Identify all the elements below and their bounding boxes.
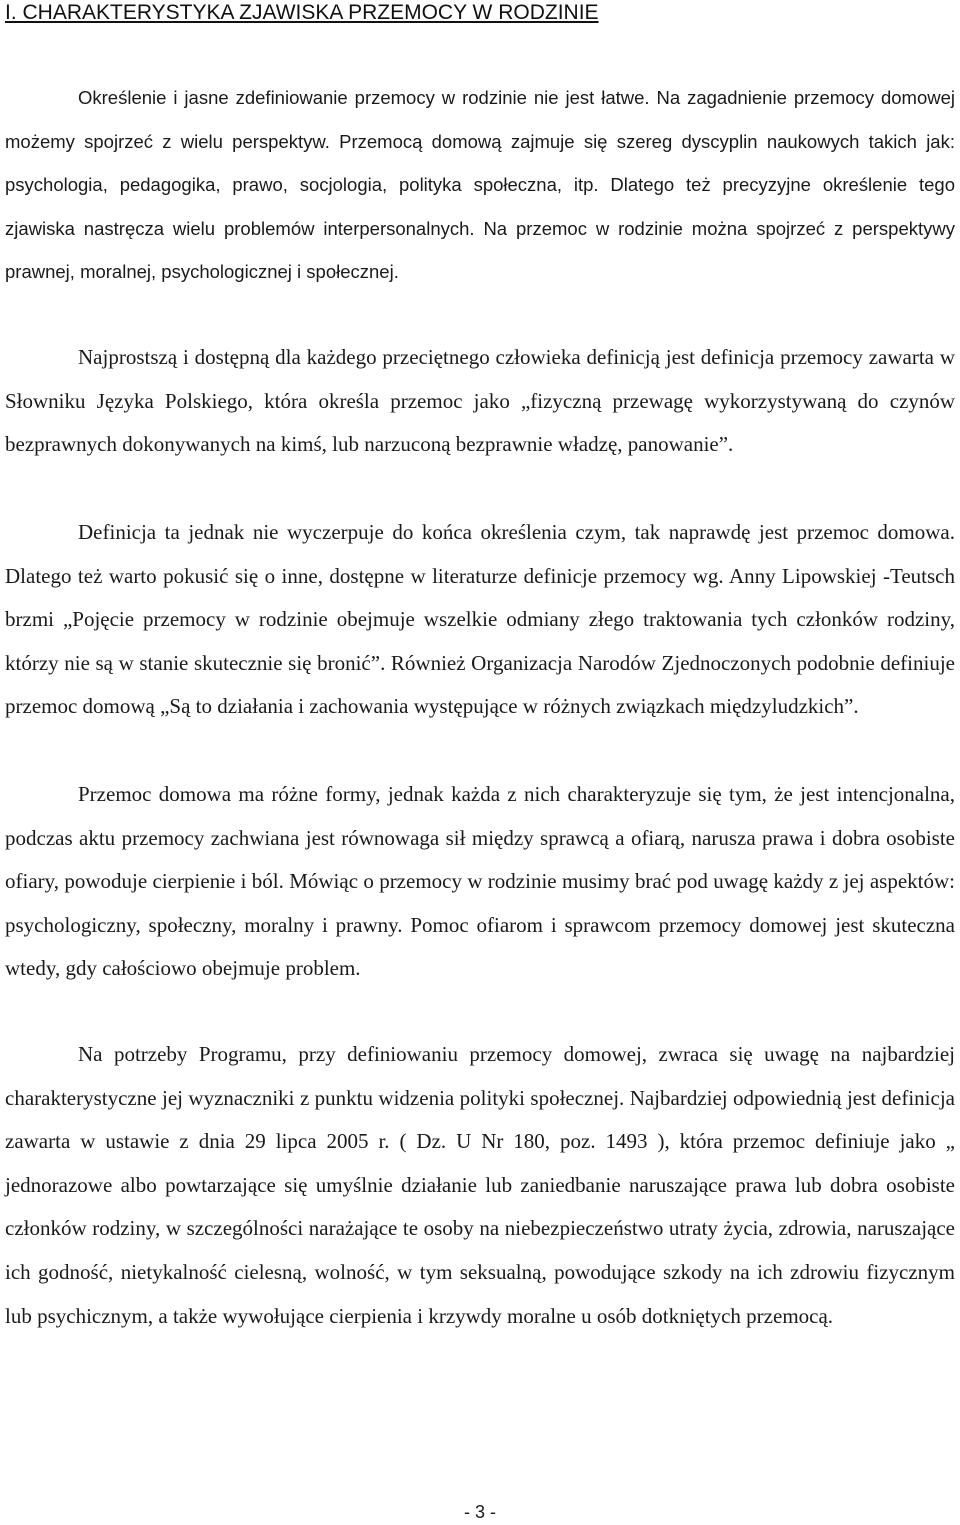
- section-heading: I. CHARAKTERYSTYKA ZJAWISKA PRZEMOCY W RODZINIE: [5, 1, 599, 24]
- paragraph-forms-of-violence: Przemoc domowa ma różne formy, jednak każda z nich charakteryzuje się tym, że jest intencjonalna, podczas aktu przemocy zachwiana jest równowaga sił między sprawcą a ofiarą, narusza prawa i dobra osobiste ofiary, powoduje cierpienie i ból. Mówiąc o przemocy w rodzinie musimy brać pod uwagę każdy z jej aspektów: psychologiczny, społeczny, moralny i prawny. Pomoc ofiarom i sprawcom przemocy domowej jest skuteczna wtedy, gdy całościowo obejmuje problem.: [5, 782, 955, 981]
- paragraph-statutory-definition: Na potrzeby Programu, przy definiowaniu przemocy domowej, zwraca się uwagę na najbardziej charakterystyczne jej wyznaczniki z punktu widzenia polityki społecznej. Najbardziej odpowiednią jest definicja zawarta w ustawie z dnia 29 lipca 2005 r. ( Dz. U Nr 180, poz. 1493 ), która przemoc definiuje jako „ jednorazowe albo powtarzające się umyślnie działanie lub zaniedbanie naruszające prawa lub dobra osobiste członków rodziny, w szczególności narażające te osoby na niebezpieczeństwo utraty życia, zdrowia, naruszające ich godność, nietykalność cielesną, wolność, w tym seksualną, powodujące szkody na ich zdrowiu fizycznym lub psychicznym, a także wywołujące cierpienia i krzywdy moralne u osób dotkniętych przemocą.: [5, 1042, 955, 1328]
- paragraph-other-definitions: Definicja ta jednak nie wyczerpuje do końca określenia czym, tak naprawdę jest przemoc domowa. Dlatego też warto pokusić się o inne, dostępne w literaturze definicje przemocy wg. Anny Lipowskiej -Teutsch brzmi „Pojęcie przemocy w rodzinie obejmuje wszelkie odmiany złego traktowania tych członków rodziny, którzy nie są w stanie skutecznie się bronić”. Również Organizacja Narodów Zjednoczonych podobnie definiuje przemoc domową „Są to działania i zachowania występujące w różnych związkach międzyludzkich”.: [5, 520, 955, 719]
- paragraph-definition-difficulty: Określenie i jasne zdefiniowanie przemocy w rodzinie nie jest łatwe. Na zagadnienie przemocy domowej możemy spojrzeć z wielu perspektyw. Przemocą domową zajmuje się szereg dyscyplin naukowych takich jak: psychologia, pedagogika, prawo, socjologia, polityka społeczna, itp. Dlatego też precyzyjne określenie tego zjawiska nastręcza wielu problemów interpersonalnych. Na przemoc w rodzinie można spojrzeć z perspektywy prawnej, moralnej, psychologicznej i społecznej.: [5, 87, 955, 283]
- paragraph-dictionary-definition: Najprostszą i dostępną dla każdego przeciętnego człowieka definicją jest definicja przemocy zawarta w Słowniku Języka Polskiego, która określa przemoc jako „fizyczną przewagę wykorzystywaną do czynów bezprawnych dokonywanych na kimś, lub narzuconą bezprawnie władzę, panowanie”.: [5, 345, 955, 457]
- page-number: - 3 -: [463, 1502, 496, 1522]
